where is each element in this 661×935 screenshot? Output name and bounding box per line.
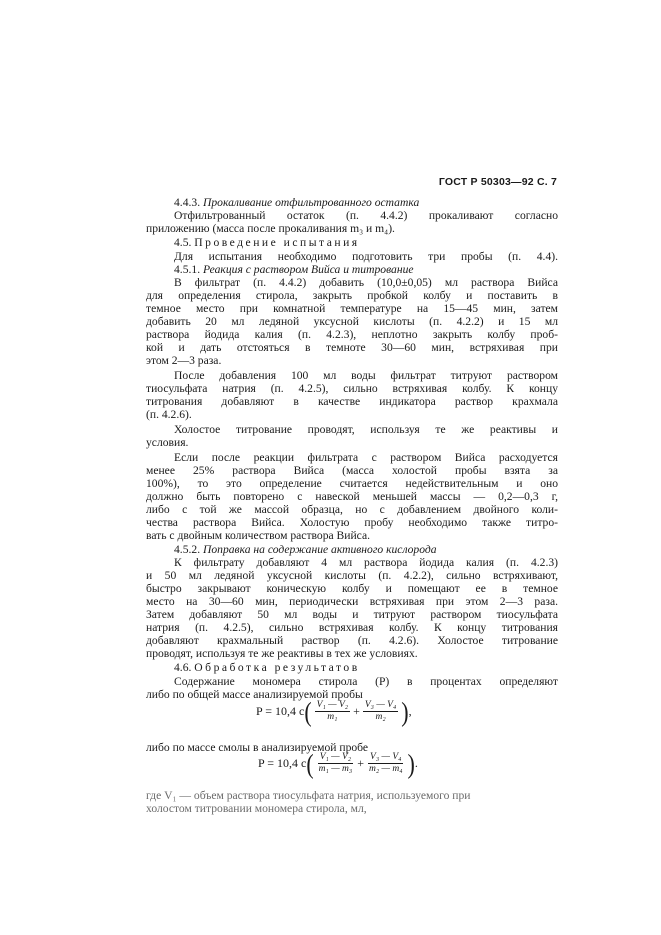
text-line xyxy=(174,675,558,688)
text-line xyxy=(174,451,558,464)
formula2-open-paren: ( xyxy=(306,747,314,779)
formula1-close-paren: ) xyxy=(401,695,409,727)
text-segment: Если после реакции фильтрата с раствором Вийса расходуется xyxy=(174,451,558,464)
text-line xyxy=(174,543,558,556)
formula1-fraction-1 xyxy=(315,700,350,723)
text-line xyxy=(146,789,558,802)
text-segment: и 50 мл ледяной уксусной кислоты (п. 4.2.2), сильно встряхивают, xyxy=(146,569,558,582)
text-line xyxy=(174,661,558,674)
text-line xyxy=(146,382,558,395)
formula1-plus: + xyxy=(353,704,360,718)
text-segment: Реакция с раствором Вийса и титрование xyxy=(202,263,414,276)
formula2-lhs: P = 10,4 c xyxy=(258,756,307,770)
formula1-frac2-denominator: m₂ xyxy=(375,712,386,722)
text-line xyxy=(174,209,558,222)
formula2-close-paren: ) xyxy=(407,747,415,779)
text-segment: тиосульфата натрия (п. 4.2.5), сильно встряхивая колбу. К концу xyxy=(146,382,558,395)
text-line xyxy=(146,595,558,608)
text-segment: Обработка результатов xyxy=(194,661,360,674)
text-segment: темное место при комнатной температуре на 15—45 мин, затем xyxy=(146,302,558,315)
text-line xyxy=(174,250,558,263)
text-line xyxy=(146,464,558,477)
text-segment: добавляют крахмальный раствор (п. 4.2.6). Холостое титрование xyxy=(146,634,558,647)
formula1-tail: , xyxy=(408,704,412,718)
text-line xyxy=(174,556,558,569)
formula2-tail: . xyxy=(414,756,418,770)
text-line xyxy=(174,276,558,289)
formula2-frac2-denominator: m₂ — m₄ xyxy=(368,764,403,774)
text-segment: натрия (п. 4.2.5), сильно встряхивая колбу. К концу титрования xyxy=(146,621,558,634)
text-line xyxy=(146,222,558,235)
text-segment: титрования добавляют в качестве индикатора раствор крахмала xyxy=(146,395,558,408)
text-segment: Поправка на содержание активного кислорода xyxy=(202,543,437,556)
text-segment: этом 2—3 раза. xyxy=(146,354,222,367)
formula1-lhs: P = 10,4 c xyxy=(256,704,305,718)
text-line xyxy=(146,477,558,490)
text-line xyxy=(146,315,558,328)
formula1-frac1-numerator: V₁ — V₂ xyxy=(316,700,349,710)
text-segment: либо с той же массой образца, но с добавлением двойного коли- xyxy=(146,503,558,516)
text-line xyxy=(174,196,558,209)
text-segment: Для испытания необходимо подготовить три пробы (п. 4.4). xyxy=(174,250,558,263)
text-segment: менее 25% раствора Вийса (масса холостой пробы взята за xyxy=(146,464,558,477)
text-segment: быстро закрывают коническую колбу и помещают ее в темное xyxy=(146,582,558,595)
text-segment: приложению (масса после прокаливания m₃ и m₄). xyxy=(146,222,395,235)
text-line xyxy=(146,634,558,647)
text-segment: 100%), то это определение считается недействительным и оно xyxy=(146,477,558,490)
text-segment: 4.4.3. xyxy=(174,196,203,209)
formula2-frac1-denominator: m₁ — m₃ xyxy=(318,764,353,774)
formula2-fraction-2 xyxy=(367,752,405,775)
formula1-frac2-numerator: V₃ — V₄ xyxy=(364,700,397,710)
text-segment: 4.5.2. xyxy=(174,543,203,556)
text-segment: либо по общей массе анализируемой пробы xyxy=(146,688,363,701)
text-segment: проводят, используя те же реактивы в тех же условиях. xyxy=(146,647,418,660)
formula1-frac1-denominator: m₁ xyxy=(327,712,338,722)
text-segment: К фильтрату добавляют 4 мл раствора йодида калия (п. 4.2.3) xyxy=(174,556,558,569)
text-segment: 4.6. xyxy=(174,661,195,674)
text-segment: Затем добавляют 50 мл воды и титруют раствором тиосульфата xyxy=(146,608,558,621)
text-segment: (п. 4.2.6). xyxy=(146,408,192,421)
text-line xyxy=(146,608,558,621)
formula1-fraction-2 xyxy=(363,700,398,723)
text-line xyxy=(174,423,558,436)
text-line xyxy=(146,395,558,408)
text-segment: должно быть повторено с навеской меньшей массы — 0,2—0,3 г, xyxy=(146,490,558,503)
formula2-frac1-numerator: V₁ — V₂ xyxy=(319,752,352,762)
text-segment: чества раствора Вийса. Холостую пробу необходимо также титро- xyxy=(146,516,558,529)
text-segment: Прокаливание отфильтрованного остатка xyxy=(202,196,420,209)
text-line xyxy=(146,516,558,529)
text-line xyxy=(174,236,558,249)
text-segment: либо по массе смолы в анализируемой пробе xyxy=(146,741,369,754)
formula1-open-paren: ( xyxy=(304,695,312,727)
text-line xyxy=(146,328,558,341)
text-line xyxy=(174,369,558,382)
text-segment: условия. xyxy=(146,436,189,449)
text-segment: 4.5. xyxy=(174,236,195,249)
formula2-plus: + xyxy=(357,756,364,770)
formula2-fraction-1 xyxy=(317,752,355,775)
text-line xyxy=(146,647,558,660)
text-segment: холостом титровании мономера стирола, мл, xyxy=(146,802,367,815)
text-line xyxy=(146,408,558,421)
text-line xyxy=(146,436,558,449)
text-line xyxy=(146,490,558,503)
text-segment: кой и дать отстояться в темноте 30—60 мин, встряхивая при xyxy=(146,341,558,354)
text-segment: Проведение испытания xyxy=(194,236,360,249)
text-segment: добавить 20 мл ледяной уксусной кислоты (п. 4.2.2) и 15 мл xyxy=(146,315,558,328)
text-line xyxy=(146,802,558,815)
formula-resin-mass xyxy=(258,747,418,779)
text-line xyxy=(146,354,558,367)
page-header: ГОСТ Р 50303—92 С. 7 xyxy=(438,176,557,188)
text-segment: для определения стирола, закрыть пробкой колбу и поставить в xyxy=(146,289,558,302)
text-line xyxy=(146,569,558,582)
text-segment: Содержание мономера стирола (P) в процентах определяют xyxy=(174,675,558,688)
text-segment: где V₁ — объем раствора тиосульфата натрия, используемого при xyxy=(146,789,471,802)
text-segment: После добавления 100 мл воды фильтрат титруют раствором xyxy=(174,369,558,382)
text-line xyxy=(146,621,558,634)
text-segment: 4.5.1. xyxy=(174,263,203,276)
text-line xyxy=(146,582,558,595)
text-segment: место на 30—60 мин, периодически встряхивая при этом 2—3 раза. xyxy=(146,595,558,608)
text-line xyxy=(146,302,558,315)
formula2-frac2-numerator: V₃ — V₄ xyxy=(370,752,402,762)
text-line xyxy=(146,289,558,302)
text-segment: Холостое титрование проводят, используя те же реактивы и xyxy=(174,423,558,436)
text-segment: В фильтрат (п. 4.4.2) добавить (10,0±0,05) мл раствора Вийса xyxy=(174,276,558,289)
text-segment: Отфильтрованный остаток (п. 4.4.2) прокаливают согласно xyxy=(174,209,558,222)
formula-total-mass xyxy=(256,695,412,727)
text-line xyxy=(146,341,558,354)
text-segment: раствора йодида калия (п. 4.2.3), неплотно закрыть колбу проб- xyxy=(146,328,558,341)
text-segment: вать с двойным количеством раствора Вийса. xyxy=(146,529,371,542)
text-line xyxy=(146,503,558,516)
text-line xyxy=(174,263,558,276)
text-line xyxy=(146,529,558,542)
